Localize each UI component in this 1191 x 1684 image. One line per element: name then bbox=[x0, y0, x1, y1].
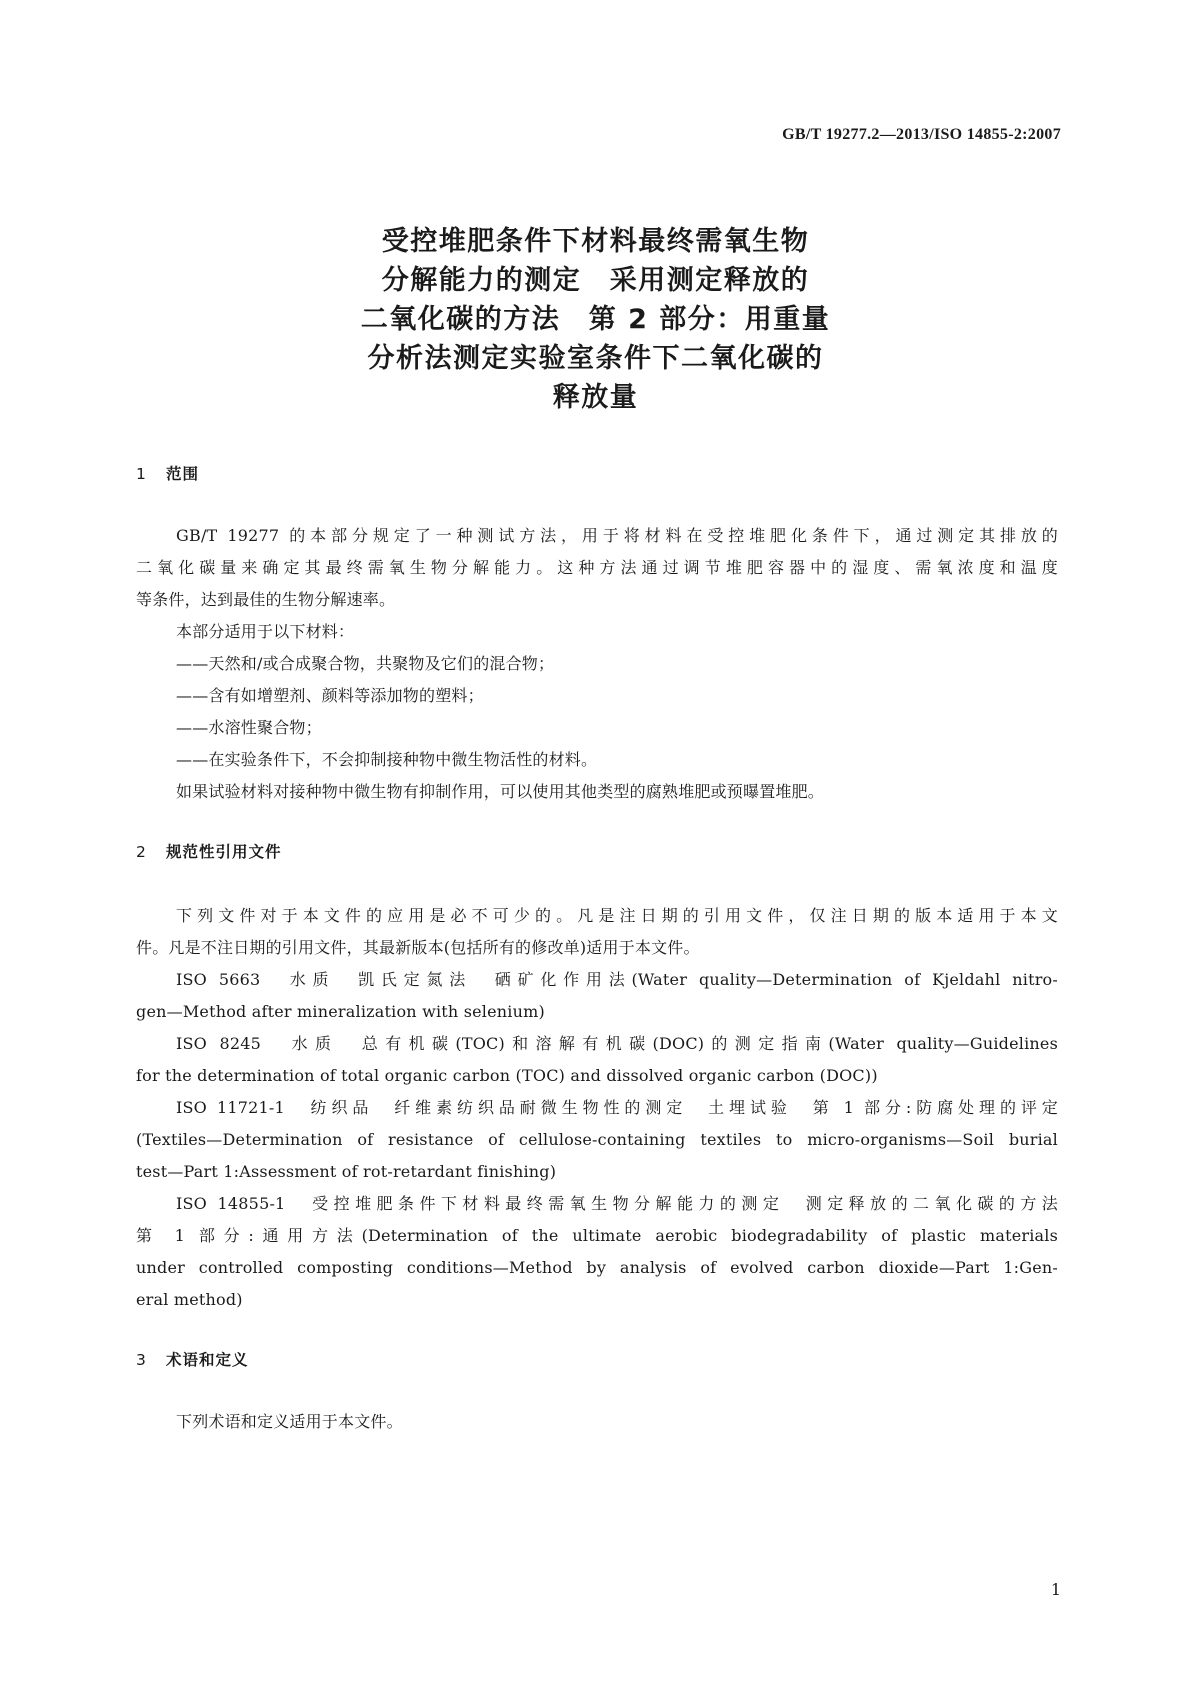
document-title bbox=[0, 222, 1191, 417]
paragraph-line: 下列文件对于本文件的应用是必不可少的。凡是注日期的引用文件，仅注日期的版本适用于本文 bbox=[176, 906, 1058, 925]
section-title: 范围 bbox=[166, 465, 200, 483]
reference-line: ISO 8245 水质 总有机碳(TOC)和溶解有机碳(DOC)的测定指南(Water quality—Guidelines bbox=[176, 1034, 1058, 1053]
reference-line: eral method) bbox=[136, 1290, 243, 1309]
section-number: 2 bbox=[136, 843, 147, 861]
reference-line: gen—Method after mineralization with selenium) bbox=[136, 1002, 545, 1021]
title-line: 分析法测定实验室条件下二氧化碳的 bbox=[367, 343, 824, 374]
reference-line: ISO 14855-1 受控堆肥条件下材料最终需氧生物分解能力的测定 测定释放的二氧化碳的方法 bbox=[176, 1194, 1058, 1213]
reference-line: ISO 5663 水质 凯氏定氮法 硒矿化作用法(Water quality—Determination of Kjeldahl nitro- bbox=[176, 970, 1058, 989]
reference-line: under controlled composting conditions—Method by analysis of evolved carbon dioxide—Part 1:Gen- bbox=[136, 1258, 1058, 1277]
paragraph-line: 如果试验材料对接种物中微生物有抑制作用，可以使用其他类型的腐熟堆肥或预曝置堆肥。 bbox=[176, 782, 825, 801]
title-line: 释放量 bbox=[552, 382, 639, 413]
section-title: 术语和定义 bbox=[166, 1351, 249, 1369]
list-item: ——天然和/或合成聚合物，共聚物及它们的混合物； bbox=[176, 654, 555, 673]
list-item: ——水溶性聚合物； bbox=[176, 718, 322, 737]
title-line: 二氧化碳的方法 第 2 部分：用重量 bbox=[360, 304, 831, 335]
section-number: 3 bbox=[136, 1351, 147, 1369]
section-1-heading bbox=[136, 462, 199, 484]
paragraph-line: 等条件，达到最佳的生物分解速率。 bbox=[136, 590, 396, 609]
list-item: ——含有如增塑剂、颜料等添加物的塑料； bbox=[176, 686, 484, 705]
section-2-heading bbox=[136, 840, 282, 862]
reference-line: for the determination of total organic carbon (TOC) and dissolved organic carbon (DOC)) bbox=[136, 1066, 878, 1085]
list-item: ——在实验条件下，不会抑制接种物中微生物活性的材料。 bbox=[176, 750, 598, 769]
title-line: 受控堆肥条件下材料最终需氧生物 bbox=[381, 226, 810, 257]
paragraph-line: 本部分适用于以下材料： bbox=[176, 622, 355, 641]
reference-line: 第 1 部分:通用方法(Determination of the ultimate aerobic biodegradability of plastic materials bbox=[136, 1226, 1058, 1245]
section-3-heading bbox=[136, 1348, 249, 1370]
document-code: GB/T 19277.2—2013/ISO 14855-2:2007 bbox=[782, 126, 1061, 143]
paragraph-line: 二氧化碳量来确定其最终需氧生物分解能力。这种方法通过调节堆肥容器中的湿度、需氧浓度和温度 bbox=[136, 558, 1058, 577]
paragraph-line: 件。凡是不注日期的引用文件，其最新版本(包括所有的修改单)适用于本文件。 bbox=[136, 938, 700, 957]
paragraph-line: 下列术语和定义适用于本文件。 bbox=[176, 1412, 403, 1431]
section-number: 1 bbox=[136, 465, 147, 483]
page-number: 1 bbox=[1050, 1580, 1061, 1599]
section-title: 规范性引用文件 bbox=[166, 843, 282, 861]
reference-line: ISO 11721-1 纺织品 纤维素纺织品耐微生物性的测定 土埋试验 第 1 部分:防腐处理的评定 bbox=[176, 1098, 1058, 1117]
title-line: 分解能力的测定 采用测定释放的 bbox=[381, 265, 810, 296]
reference-line: test—Part 1:Assessment of rot-retardant finishing) bbox=[136, 1162, 557, 1181]
reference-line: (Textiles—Determination of resistance of cellulose-containing textiles to micro-organisms—Soil burial bbox=[136, 1130, 1058, 1149]
paragraph-line: GB/T 19277 的本部分规定了一种测试方法，用于将材料在受控堆肥化条件下，通过测定其排放的 bbox=[176, 526, 1058, 545]
